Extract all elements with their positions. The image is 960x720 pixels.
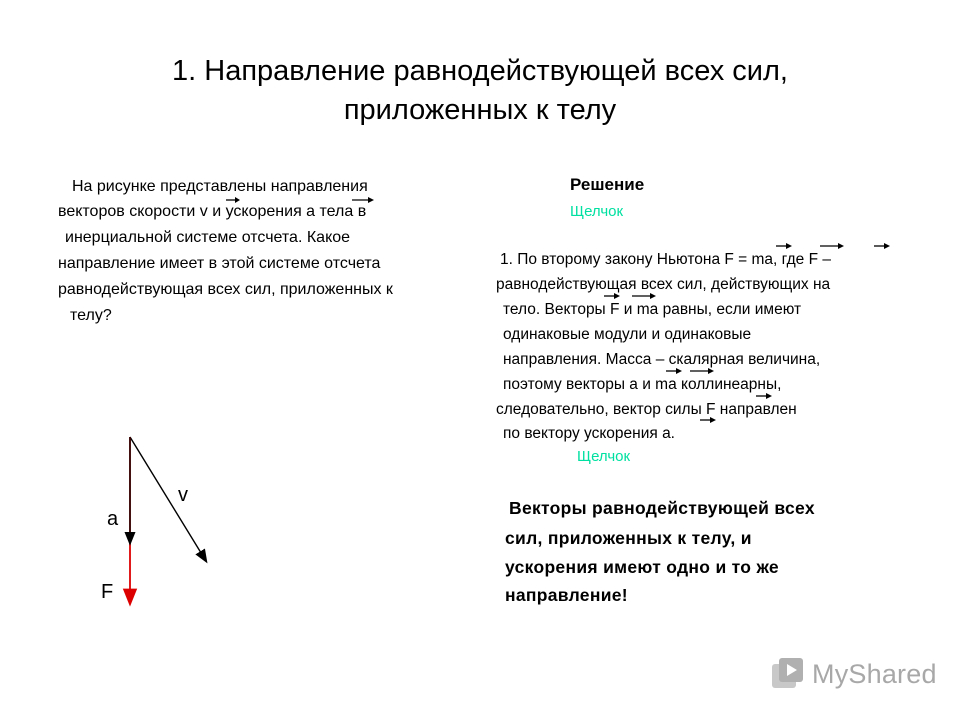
conclusion-line: сил, приложенных к телу, и bbox=[505, 528, 752, 548]
velocity-label: v bbox=[178, 484, 188, 506]
vector-arrow-mark bbox=[820, 242, 844, 254]
solution-line: 1. По второму закону Ньютона F = ma, где F – bbox=[500, 251, 831, 268]
vector-arrow-mark bbox=[776, 242, 792, 254]
question-line: векторов скорости v и ускорения a тела в bbox=[58, 203, 367, 220]
velocity-vector bbox=[130, 437, 206, 561]
solution-line: направления. Масса – скалярная величина, bbox=[503, 351, 821, 368]
question-line: направление имеет в этой системе отсчета bbox=[58, 255, 381, 272]
watermark-logo bbox=[768, 656, 937, 692]
vector-arrow-mark bbox=[874, 242, 890, 254]
slide-title-line-2: приложенных к телу bbox=[343, 94, 617, 126]
vector-arrow-mark bbox=[690, 367, 714, 379]
vector-arrow-mark bbox=[632, 292, 656, 304]
solution-line: поэтому векторы a и ma коллинеарны, bbox=[503, 376, 782, 393]
click-prompt[interactable]: Щелчок bbox=[570, 203, 624, 220]
click-prompt[interactable]: Щелчок bbox=[577, 448, 631, 465]
solution-header: Решение bbox=[570, 175, 645, 194]
watermark-text: MyShared bbox=[812, 659, 937, 689]
question-line: На рисунке представлены направления bbox=[72, 178, 368, 195]
solution-line: следовательно, вектор силы F направлен bbox=[496, 401, 797, 418]
question-line: инерциальной системе отсчета. Какое bbox=[65, 229, 351, 246]
force-label: F bbox=[101, 581, 114, 603]
conclusion-line: Векторы равнодействующей всех bbox=[509, 498, 815, 518]
solution-line: равнодействующая всех сил, действующих на bbox=[496, 276, 831, 293]
acceleration-label: a bbox=[107, 508, 119, 530]
slide-title bbox=[40, 52, 920, 130]
vector-arrow-mark bbox=[666, 367, 682, 379]
vector-arrow-mark bbox=[756, 392, 772, 404]
vector-arrow-mark bbox=[352, 196, 374, 208]
vector-arrow-mark bbox=[700, 416, 716, 428]
question-line: равнодействующая всех сил, приложенных к bbox=[58, 281, 393, 298]
conclusion-line: направление! bbox=[505, 585, 628, 605]
vector-arrow-mark bbox=[226, 196, 240, 208]
solution-line: тело. Векторы F и ma равны, если имеют bbox=[503, 301, 802, 318]
solution-line: одинаковые модули и одинаковые bbox=[503, 326, 752, 343]
slide-title-line-1: 1. Направление равнодействующей всех сил, bbox=[172, 55, 788, 87]
conclusion-line: ускорения имеют одно и то же bbox=[505, 557, 779, 577]
solution-line: по вектору ускорения a. bbox=[503, 425, 675, 442]
vector-arrow-mark bbox=[604, 292, 620, 304]
logo-icon bbox=[768, 656, 808, 692]
question-line: телу? bbox=[70, 307, 112, 324]
